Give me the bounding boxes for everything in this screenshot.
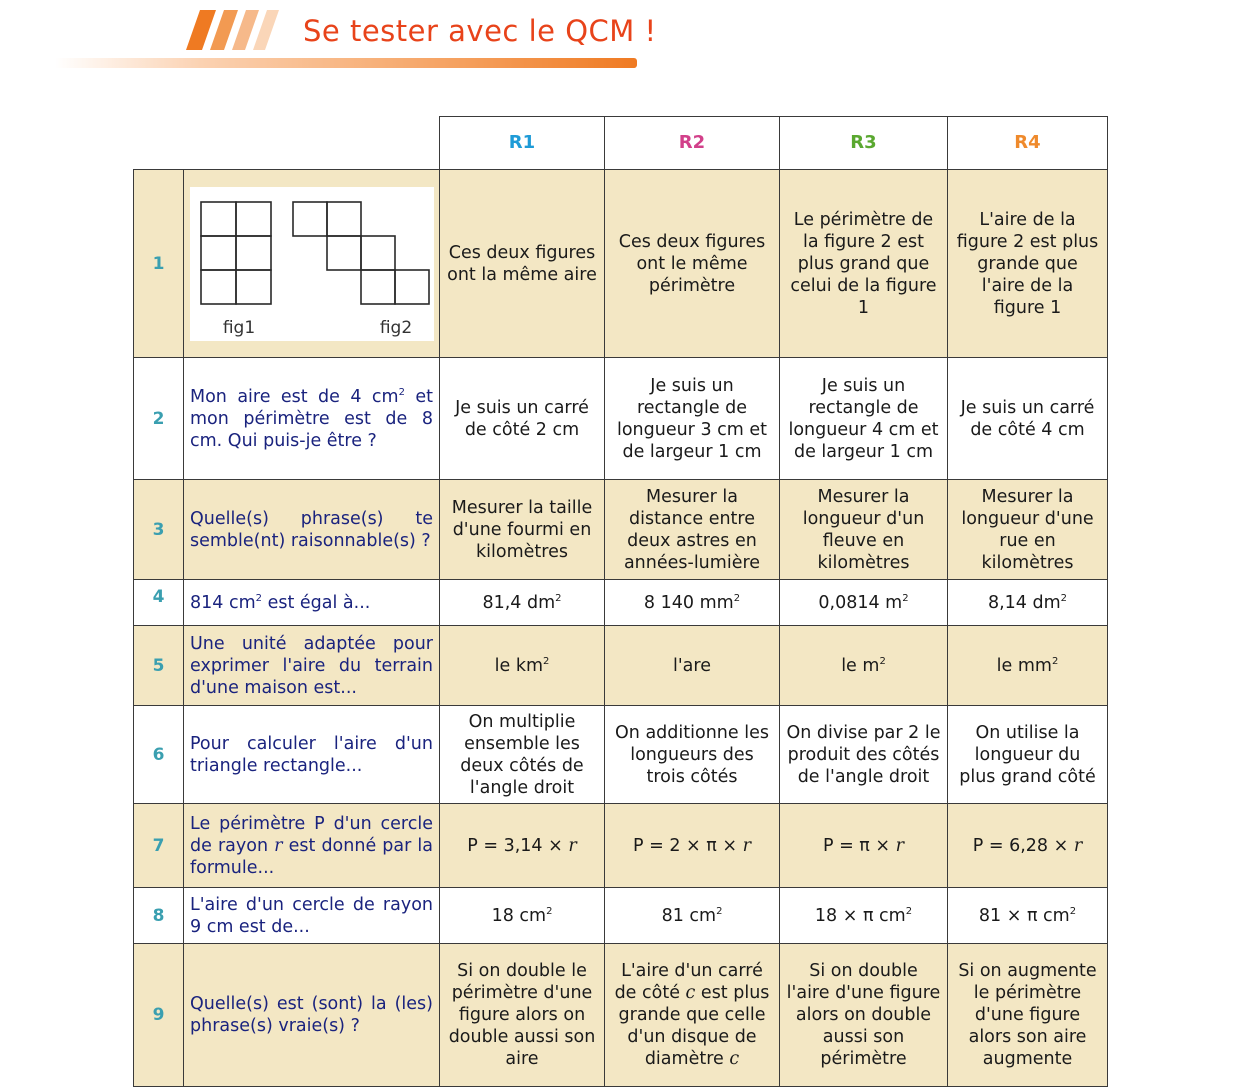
qcm-table bbox=[133, 116, 1108, 1087]
corner-blank bbox=[184, 117, 440, 170]
question-number: 1 bbox=[134, 170, 184, 358]
answer-r4[interactable]: L'aire de la figure 2 est plus grande que l'aire de la figure 1 bbox=[948, 170, 1108, 358]
answer-r1[interactable]: Je suis un carré de côté 2 cm bbox=[440, 358, 605, 480]
question-text: Le périmètre P d'un cercle de rayon r est donné par la formule... bbox=[184, 804, 440, 888]
answer-r1[interactable]: P = 3,14 × r bbox=[440, 804, 605, 888]
question-text: Une unité adaptée pour exprimer l'aire du terrain d'une maison est... bbox=[184, 626, 440, 706]
fig2-label: fig2 bbox=[379, 317, 412, 338]
answer-r1[interactable]: le $km^2$ bbox=[440, 626, 605, 706]
answer-r2[interactable]: 8 140 $mm^2$ bbox=[605, 580, 780, 626]
question-text: Mon aire est de 4 $cm^2$ et mon périmètre est de 8 cm. Qui puis-je être ? bbox=[184, 358, 440, 480]
question-row-7 bbox=[134, 804, 1108, 888]
question-text: Quelle(s) est (sont) la (les) phrase(s) vraie(s) ? bbox=[184, 944, 440, 1087]
question-number: 4 bbox=[134, 580, 184, 626]
question-number: 5 bbox=[134, 626, 184, 706]
title-underline bbox=[55, 58, 637, 68]
answer-r2[interactable]: 81 $cm^2$ bbox=[605, 888, 780, 944]
answer-r2[interactable]: L'aire d'un carré de côté c est plus grande que celle d'un disque de diamètre c bbox=[605, 944, 780, 1087]
question-row-5 bbox=[134, 626, 1108, 706]
fig1-label: fig1 bbox=[222, 317, 255, 338]
answer-r4[interactable]: Si on augmente le périmètre d'une figure alors son aire augmente bbox=[948, 944, 1108, 1087]
answer-r1[interactable]: Mesurer la taille d'une fourmi en kilomètres bbox=[440, 480, 605, 580]
answer-r3[interactable]: Si on double l'aire d'une figure alors on double aussi son périmètre bbox=[780, 944, 948, 1087]
answer-r4[interactable]: 8,14 $dm^2$ bbox=[948, 580, 1108, 626]
answer-r3[interactable]: le $m^2$ bbox=[780, 626, 948, 706]
answer-r4[interactable]: 81 × π $cm^2$ bbox=[948, 888, 1108, 944]
answer-r2[interactable]: Ces deux figures ont le même périmètre bbox=[605, 170, 780, 358]
question-row-8 bbox=[134, 888, 1108, 944]
answer-r3[interactable]: Mesurer la longueur d'un fleuve en kilomètres bbox=[780, 480, 948, 580]
question-text: L'aire d'un cercle de rayon 9 cm est de... bbox=[184, 888, 440, 944]
answer-r1[interactable]: Si on double le périmètre d'une figure alors on double aussi son aire bbox=[440, 944, 605, 1087]
page-title: Se tester avec le QCM ! bbox=[303, 14, 657, 48]
question-text: Quelle(s) phrase(s) te semble(nt) raisonnable(s) ? bbox=[184, 480, 440, 580]
column-header-r1: R1 bbox=[440, 117, 605, 170]
answer-r2[interactable]: On additionne les longueurs des trois côtés bbox=[605, 706, 780, 804]
answer-r3[interactable]: P = π × r bbox=[780, 804, 948, 888]
answer-r4[interactable]: le $mm^2$ bbox=[948, 626, 1108, 706]
header-row bbox=[134, 117, 1108, 170]
question-row-9 bbox=[134, 944, 1108, 1087]
answer-r1[interactable]: 18 $cm^2$ bbox=[440, 888, 605, 944]
column-header-r2: R2 bbox=[605, 117, 780, 170]
question-text: 814 $cm^2$ est égal à... bbox=[184, 580, 440, 626]
question-number: 9 bbox=[134, 944, 184, 1087]
question-number: 3 bbox=[134, 480, 184, 580]
question-text: Pour calculer l'aire d'un triangle rectangle... bbox=[184, 706, 440, 804]
answer-r2[interactable]: l'are bbox=[605, 626, 780, 706]
answer-r1[interactable]: 81,4 $dm^2$ bbox=[440, 580, 605, 626]
answer-r3[interactable]: On divise par 2 le produit des côtés de l'angle droit bbox=[780, 706, 948, 804]
question-row-1 bbox=[134, 170, 1108, 358]
question-number: 8 bbox=[134, 888, 184, 944]
question-number: 6 bbox=[134, 706, 184, 804]
answer-r1[interactable]: On multiplie ensemble les deux côtés de l'angle droit bbox=[440, 706, 605, 804]
question-row-4 bbox=[134, 580, 1108, 626]
column-header-r4: R4 bbox=[948, 117, 1108, 170]
answer-r4[interactable]: On utilise la longueur du plus grand côté bbox=[948, 706, 1108, 804]
corner-blank bbox=[134, 117, 184, 170]
question-row-3 bbox=[134, 480, 1108, 580]
column-header-r3: R3 bbox=[780, 117, 948, 170]
answer-r4[interactable]: Je suis un carré de côté 4 cm bbox=[948, 358, 1108, 480]
answer-r1[interactable]: Ces deux figures ont la même aire bbox=[440, 170, 605, 358]
answer-r3[interactable]: 0,0814 $m^2$ bbox=[780, 580, 948, 626]
question-number: 7 bbox=[134, 804, 184, 888]
question-number: 2 bbox=[134, 358, 184, 480]
answer-r3[interactable]: 18 × π $cm^2$ bbox=[780, 888, 948, 944]
question-row-6 bbox=[134, 706, 1108, 804]
answer-r2[interactable]: Mesurer la distance entre deux astres en années-lumière bbox=[605, 480, 780, 580]
answer-r3[interactable]: Le périmètre de la figure 2 est plus grand que celui de la figure 1 bbox=[780, 170, 948, 358]
answer-r4[interactable]: P = 6,28 × r bbox=[948, 804, 1108, 888]
answer-r4[interactable]: Mesurer la longueur d'une rue en kilomètres bbox=[948, 480, 1108, 580]
grid-figures-image bbox=[190, 187, 434, 341]
answer-r2[interactable]: P = 2 × π × r bbox=[605, 804, 780, 888]
page-header bbox=[0, 0, 700, 80]
stripes-decoration bbox=[186, 10, 296, 50]
answer-r2[interactable]: Je suis un rectangle de longueur 3 cm et de largeur 1 cm bbox=[605, 358, 780, 480]
question-row-2 bbox=[134, 358, 1108, 480]
question-figure-cell bbox=[184, 170, 440, 358]
answer-r3[interactable]: Je suis un rectangle de longueur 4 cm et de largeur 1 cm bbox=[780, 358, 948, 480]
